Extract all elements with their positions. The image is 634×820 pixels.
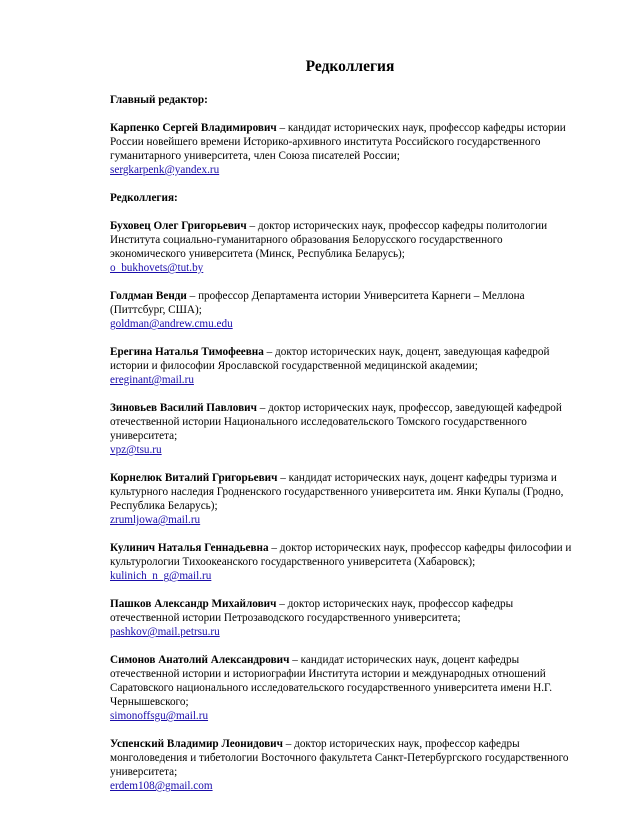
member-description: доктор исторических наук, профессор кафедры монголоведения и тибетологии Восточного факультета Санкт-Петербургского государственного университета; <box>110 738 569 778</box>
member-email-link[interactable]: kulinich_n_g@mail.ru <box>110 570 212 582</box>
member-email-link[interactable]: zrumljowa@mail.ru <box>110 514 201 526</box>
dash: – <box>277 472 289 484</box>
member-email-link[interactable]: ereginant@mail.ru <box>110 374 194 386</box>
member-name: Ерегина Наталья Тимофеевна <box>110 346 264 358</box>
member-email-link[interactable]: erdem108@gmail.com <box>110 780 213 792</box>
document-page <box>110 58 580 807</box>
member-name: Кулинич Наталья Геннадьевна <box>110 542 269 554</box>
member-description: кандидат исторических наук, доцент кафедры туризма и культурного наследия Гродненского государственного университета им. Янки Купалы (Гродно, Республика Беларусь); <box>110 472 564 512</box>
member-description: доктор исторических наук, профессор кафедры философии и культурологии Тихоокеанского государственного университета (Хабаровск); <box>110 542 572 568</box>
board-member-entry <box>110 219 580 275</box>
dash: – <box>246 220 258 232</box>
board-member-entry <box>110 289 580 331</box>
member-name: Голдман Венди <box>110 290 187 302</box>
member-description: доктор исторических наук, профессор кафедры политологии Института социально-гуманитарного образования Белорусского государственного экономического университета (Минск, Республика Беларусь); <box>110 220 548 260</box>
chief-editor-label: Главный редактор: <box>110 94 208 106</box>
board-member-entry <box>110 471 580 527</box>
member-description: кандидат исторических наук, профессор кафедры истории России новейшего времени Историко-архивного института Российского государственного гуманитарного университета, член Союза писателей России; <box>110 122 566 162</box>
board-member-entry <box>110 653 580 723</box>
member-name: Карпенко Сергей Владимирович <box>110 122 277 134</box>
member-email-link[interactable]: o_bukhovets@tut.by <box>110 262 204 274</box>
member-name: Успенский Владимир Леонидович <box>110 738 283 750</box>
dash: – <box>282 738 295 750</box>
page-title: Редколлегия <box>305 58 395 75</box>
board-member-entry <box>110 597 580 639</box>
chief-editor-entry <box>110 121 580 177</box>
dash: – <box>263 346 276 358</box>
member-email-link[interactable]: sergkarpenk@yandex.ru <box>110 164 220 176</box>
board-member-entry <box>110 345 580 387</box>
board-label: Редколлегия: <box>110 192 178 204</box>
member-description: профессор Департамента истории Университета Карнеги – Меллона (Питтсбург, США); <box>110 290 525 316</box>
dash: – <box>256 402 269 414</box>
member-name: Пашков Александр Михайлович <box>110 598 277 610</box>
member-description: доктор исторических наук, профессор кафедры отечественной истории Петрозаводского государственного университета; <box>110 598 514 624</box>
dash: – <box>186 290 199 302</box>
member-email-link[interactable]: pashkov@mail.petrsu.ru <box>110 626 220 638</box>
dash: – <box>289 654 301 666</box>
dash: – <box>268 542 280 554</box>
dash: – <box>276 598 288 610</box>
dash: – <box>276 122 288 134</box>
member-description: доктор исторических наук, профессор, заведующей кафедрой отечественной истории Национального исследовательского Томского государственного университета; <box>110 402 562 442</box>
member-email-link[interactable]: simonoffsgu@mail.ru <box>110 710 209 722</box>
member-description: доктор исторических наук, доцент, заведующая кафедрой истории и философии Ярославской государственной медицинской академии; <box>110 346 550 372</box>
member-email-link[interactable]: vpz@tsu.ru <box>110 444 162 456</box>
member-name: Корнелюк Виталий Григорьевич <box>110 472 278 484</box>
member-name: Буховец Олег Григорьевич <box>110 220 247 232</box>
member-description: кандидат исторических наук, доцент кафедры отечественной истории и историографии Института истории и международных отношений Саратовского национального исследовательского государственного университета имени Н.Г. Чернышевского; <box>110 654 553 708</box>
board-member-entry <box>110 541 580 583</box>
member-name: Симонов Анатолий Александрович <box>110 654 290 666</box>
member-name: Зиновьев Василий Павлович <box>110 402 257 414</box>
board-member-entry <box>110 737 580 793</box>
member-email-link[interactable]: goldman@andrew.cmu.edu <box>110 318 233 330</box>
board-member-entry <box>110 401 580 457</box>
